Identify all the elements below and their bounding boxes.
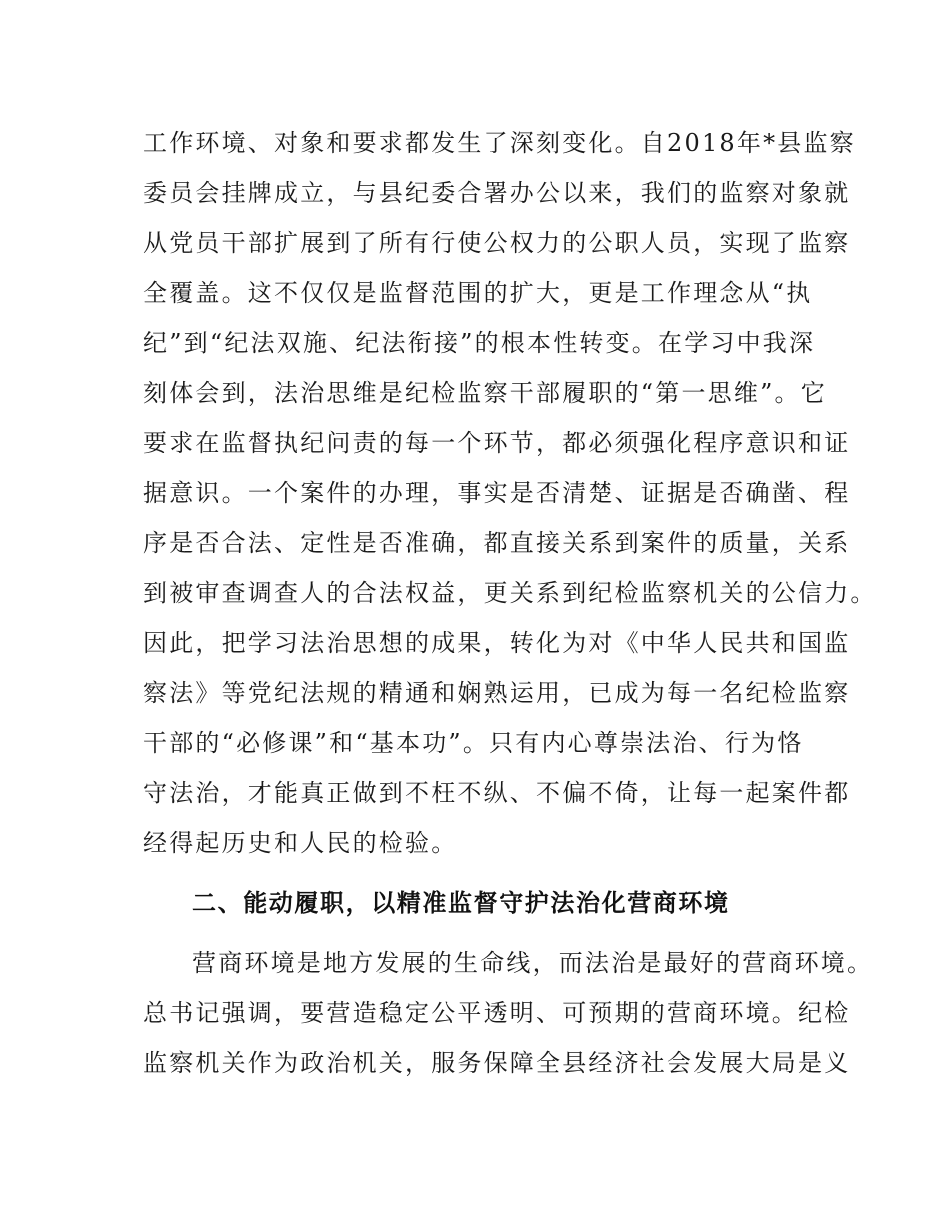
paragraph-line: 刻体会到，法治思维是纪检监察干部履职的“第一思维”。它 [143, 379, 827, 407]
paragraph-line: 要求在监督执纪问责的每一个环节，都必须强化程序意识和证 [143, 429, 851, 457]
paragraph-line: 干部的“必修课”和“基本功”。只有内心尊崇法治、行为恪 [143, 729, 804, 757]
paragraph-line: 纪”到“纪法双施、纪法衔接”的根本性转变。在学习中我深 [143, 329, 816, 357]
section-heading: 二、能动履职，以精准监督守护法治化营商环境 [192, 889, 730, 917]
paragraph-line: 据意识。一个案件的办理，事实是否清楚、证据是否确凿、程 [143, 479, 851, 507]
paragraph-line: 委员会挂牌成立，与县纪委合署办公以来，我们的监察对象就 [143, 179, 851, 207]
paragraph-line: 守法治，才能真正做到不枉不纵、不偏不倚，让每一起案件都 [143, 779, 851, 807]
paragraph-line: 从党员干部扩展到了所有行使公权力的公职人员，实现了监察 [143, 229, 851, 257]
paragraph-line: 工作环境、对象和要求都发生了深刻变化。自2018年*县监察 [143, 129, 856, 157]
paragraph-line: 察法》等党纪法规的精通和娴熟运用，已成为每一名纪检监察 [143, 679, 851, 707]
paragraph-line: 序是否合法、定性是否准确，都直接关系到案件的质量，关系 [143, 529, 851, 557]
paragraph-line: 全覆盖。这不仅仅是监督范围的扩大，更是工作理念从“执 [143, 279, 813, 307]
paragraph-line: 营商环境是地方发展的生命线，而法治是最好的营商环境。 [192, 949, 874, 977]
paragraph-line: 到被审查调查人的合法权益，更关系到纪检监察机关的公信力。 [143, 579, 877, 607]
paragraph-line: 因此，把学习法治思想的成果，转化为对《中华人民共和国监 [143, 629, 851, 657]
paragraph-line: 经得起历史和人民的检验。 [143, 829, 458, 857]
paragraph-line: 总书记强调，要营造稳定公平透明、可预期的营商环境。纪检 [143, 999, 851, 1027]
paragraph-line: 监察机关作为政治机关，服务保障全县经济社会发展大局是义 [143, 1049, 851, 1077]
